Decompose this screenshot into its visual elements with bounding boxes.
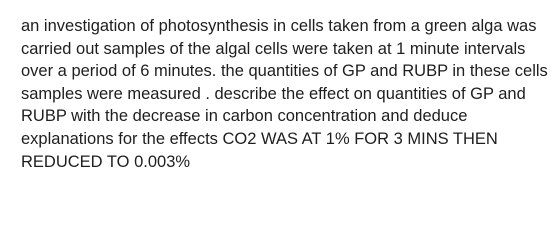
question-text: an investigation of photosynthesis in cells taken from a green alga was carried out samples of the algal cells were taken at 1 minute intervals over a period of 6 minutes. the quantities of GP and RUBP in these cells samples were measured . describe the effect on quantities of GP and RUBP with the decrease in carbon concentration and deduce explanations for the effects CO2 WAS AT 1% FOR 3 MINS THEN REDUCED TO 0.003% [21,17,548,171]
